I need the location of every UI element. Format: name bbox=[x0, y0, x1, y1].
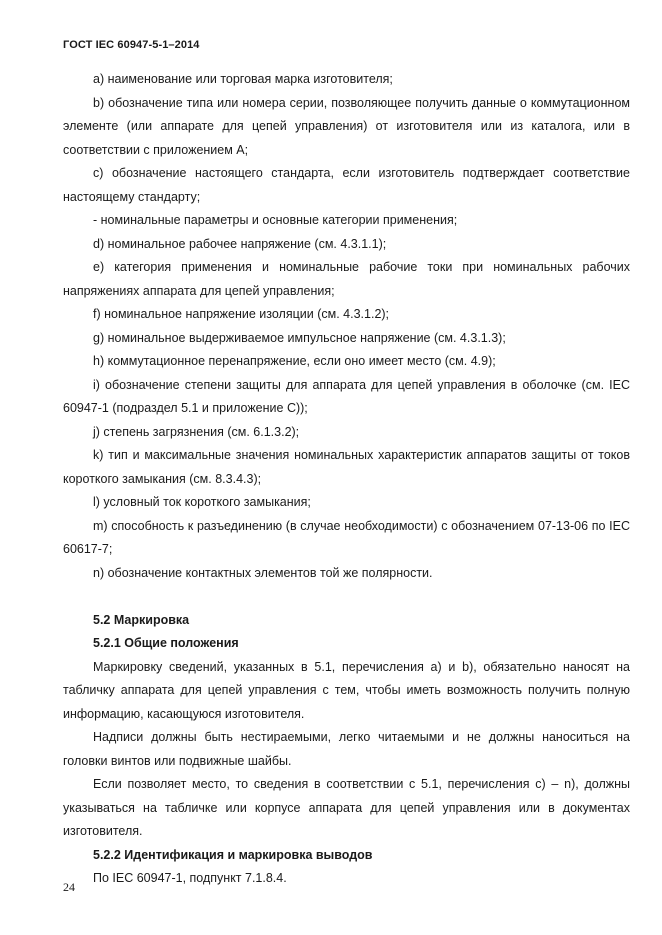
list-item-dash: - номинальные параметры и основные категории применения; bbox=[93, 213, 458, 227]
paragraph-5-2-2-1: По IEC 60947-1, подпункт 7.1.8.4. bbox=[93, 871, 287, 885]
paragraph-5-2-1-3: Если позволяет место, то сведения в соответствии с 5.1, перечисления c) – n), должны указываться на табличке или корпусе аппарата для цепей управления или в документах изготовителя. bbox=[63, 777, 630, 838]
list-item-c: c) обозначение настоящего стандарта, если изготовитель подтверждает соответствие настоящему стандарту; bbox=[63, 166, 630, 204]
list-item-n: n) обозначение контактных элементов той же полярности. bbox=[93, 565, 433, 580]
list-item-l: l) условный ток короткого замыкания; bbox=[93, 495, 311, 509]
list-item-b: b) обозначение типа или номера серии, позволяющее получить данные о коммутационном элементе (или аппарате для цепей управления) от изготовителя или из каталога, или в соответствии с приложением А; bbox=[63, 95, 630, 157]
list-item-d: d) номинальное рабочее напряжение (см. 4.3.1.1); bbox=[93, 236, 387, 251]
list-item-g: g) номинальное выдерживаемое импульсное напряжение (см. 4.3.1.3); bbox=[93, 330, 506, 345]
list-item-j: j) степень загрязнения (см. 6.1.3.2); bbox=[93, 424, 300, 439]
document-header: ГОСТ IEC 60947-5-1–2014 bbox=[63, 39, 200, 51]
list-item-a: a) наименование или торговая марка изготовителя; bbox=[93, 72, 393, 86]
section-spacer bbox=[63, 585, 630, 609]
section-heading-5-2: 5.2 Маркировка bbox=[93, 612, 190, 627]
list-item-e: e) категория применения и номинальные рабочие токи при номинальных рабочих напряжениях аппарата для цепей управления; bbox=[63, 260, 630, 298]
list-item-m: m) способность к разъединению (в случае необходимости) с обозначением 07-13-06 по IEC 60617-7; bbox=[63, 518, 630, 556]
paragraph-5-2-1-2: Надписи должны быть нестираемыми, легко читаемыми и не должны наноситься на головки винтов или подвижные шайбы. bbox=[63, 730, 630, 768]
list-item-f: f) номинальное напряжение изоляции (см. 4.3.1.2); bbox=[93, 307, 390, 321]
document-body bbox=[63, 68, 630, 891]
paragraph-5-2-1-1: Маркировку сведений, указанных в 5.1, перечисления a) и b), обязательно наносят на табличку аппарата для цепей управления с тем, чтобы иметь возможность получить полную информацию, касающуюся изготовителя. bbox=[63, 659, 630, 721]
list-item-i: i) обозначение степени защиты для аппарата для цепей управления в оболочке (см. IEC 60947-1 (подраздел 5.1 и приложение С)); bbox=[63, 377, 630, 415]
list-item-k: k) тип и максимальные значения номинальных характеристик аппаратов защиты от токов короткого замыкания (см. 8.3.4.3); bbox=[63, 448, 630, 486]
subsection-heading-5-2-1: 5.2.1 Общие положения bbox=[93, 636, 239, 650]
list-item-h: h) коммутационное перенапряжение, если оно имеет место (см. 4.9); bbox=[93, 354, 496, 368]
page-number: 24 bbox=[63, 880, 75, 894]
subsection-heading-5-2-2: 5.2.2 Идентификация и маркировка выводов bbox=[93, 847, 373, 862]
